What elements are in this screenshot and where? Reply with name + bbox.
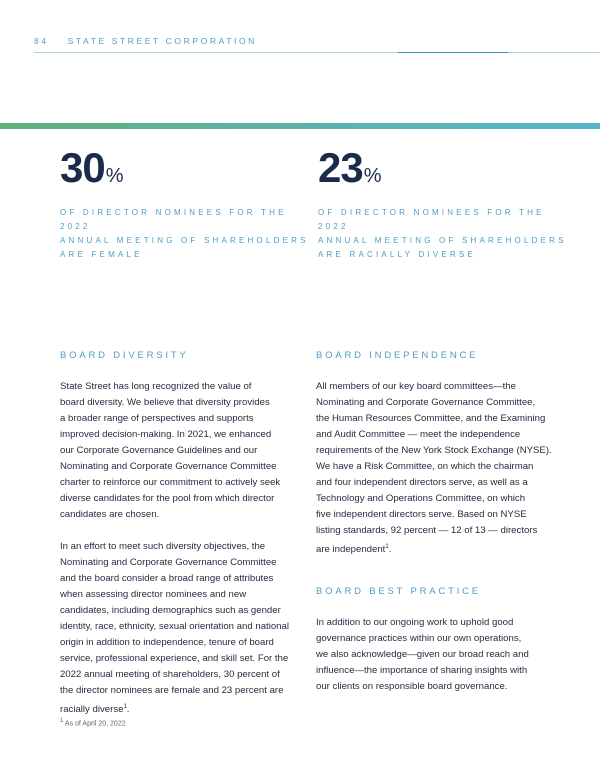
paragraph: All members of our key board committees—the Nominating and Corporate Governance Committee, the Human Resources Committee, and the Examining and Audit Committee — meet the independence requirements of the New York Stock Exchange (NYSE). We have a Risk Committee, on which the chairman and four independent directors serve, as well as a Technology and Operations Committee, on which five independent directors serve. Based on NYSE listing standards, 92 percent — 12 of 13 — directors are independent$^1$.: [316, 381, 552, 556]
paragraph: In an effort to meet such diversity objectives, the Nominating and Corporate Governance Committee and the board consider a broad range of attributes when assessing director nominees and new candidates, including demographics such as gender identity, race, ethnicity, sexual orientation and national origin in addition to independence, tenure of board service, professional experience, and skill set. For the 2022 annual meeting of shareholders, 30 percent of the director nominees are female and 23 percent are racially diverse$^1$.: [60, 541, 289, 716]
board-best-practice-section: [316, 586, 556, 695]
section-heading: BOARD INDEPENDENCE: [316, 350, 479, 361]
stat-female: [60, 146, 310, 262]
header-rule-accent: [398, 52, 508, 53]
header-rule: [34, 52, 600, 53]
stat-caption: OF DIRECTOR NOMINEES FOR THE 2022 ANNUAL MEETING OF SHAREHOLDERS ARE FEMALE: [60, 208, 309, 259]
board-independence-section: [316, 350, 556, 558]
stat-racially-diverse: [318, 146, 568, 262]
stat-value: 30%: [60, 144, 124, 191]
page-number: 84: [34, 36, 49, 46]
section-heading: BOARD DIVERSITY: [60, 350, 189, 361]
footnote: $^1$ As of April 20, 2022: [60, 718, 126, 728]
section-heading: BOARD BEST PRACTICE: [316, 586, 481, 597]
stat-value: 23%: [318, 144, 382, 191]
organization-name: STATE STREET CORPORATION: [67, 36, 257, 46]
stat-caption: OF DIRECTOR NOMINEES FOR THE 2022 ANNUAL MEETING OF SHAREHOLDERS ARE RACIALLY DIVERSE: [318, 208, 567, 259]
paragraph: State Street has long recognized the value of board diversity. We believe that diversity provides a broader range of perspectives and supports improved decision-making. In 2021, we enhanced our Corporate Governance Guidelines and our Nominating and Corporate Governance Committee charter to reinforce our commitment to actively seek diverse candidates for the pool from which director candidates are chosen.: [60, 381, 281, 520]
paragraph: In addition to our ongoing work to uphold good governance practices within our own operations, we also acknowledge—given our broad reach and influence—the importance of sharing insights with our clients on responsible board governance.: [316, 617, 529, 692]
color-band: [0, 123, 600, 129]
running-header: [34, 36, 257, 46]
board-diversity-section: [60, 350, 300, 718]
